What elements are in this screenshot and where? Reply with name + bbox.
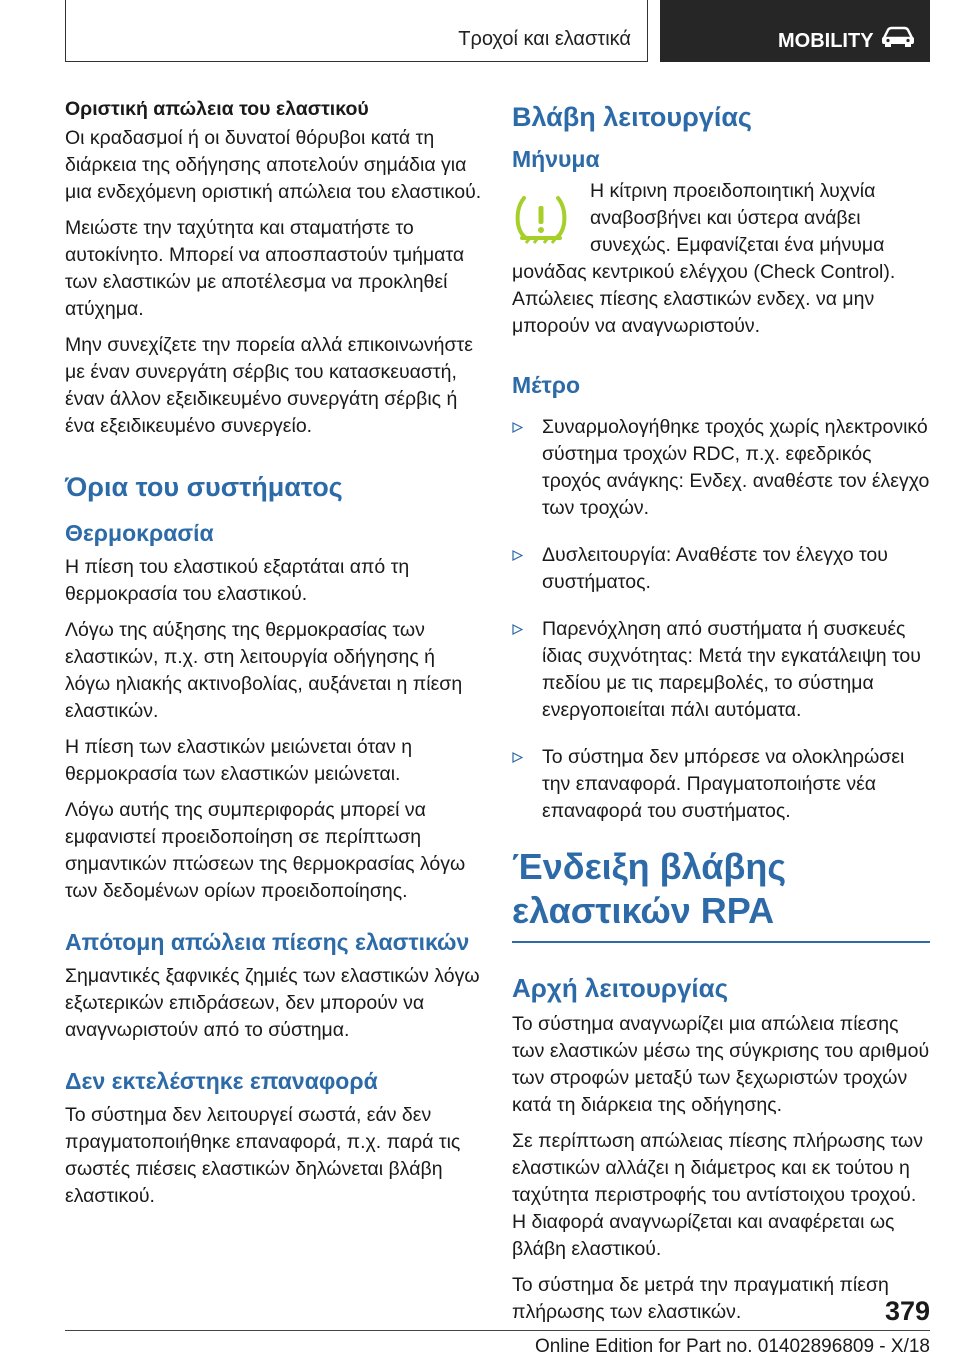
- page-number: 379: [884, 1296, 930, 1326]
- sudden-loss-paragraph: Σημαντικές ξαφνικές ζημιές των ελαστικών λόγω εξωτερικών επιδράσεων, δεν μπορούν να αναγνωριστούν από το σύστημα.: [65, 965, 480, 1041]
- rpa-heading: Ένδειξη βλάβης ελαστικών RPA: [512, 846, 787, 931]
- system-limits-heading: Όρια του συστήματος: [65, 472, 343, 502]
- principle-heading: Αρχή λειτουργίας: [512, 973, 729, 1003]
- right-column: [512, 96, 930, 1335]
- sudden-loss-heading: Απότομη απώλεια πίεσης ελαστικών: [65, 929, 470, 955]
- message-block: [512, 178, 930, 340]
- measure-heading: Μέτρο: [512, 372, 581, 398]
- final-loss-paragraph-1: Οι κραδασμοί ή οι δυνατοί θόρυβοι κατά τη διάρκεια της οδήγησης αποτελούν σημάδια για μια ενδεχόμενη οριστική απώλεια του ελαστικού.: [65, 127, 482, 203]
- triangle-bullet-icon: [512, 752, 523, 763]
- car-icon: [880, 26, 916, 48]
- temperature-heading: Θερμοκρασία: [65, 520, 214, 546]
- final-loss-paragraph-3: Μην συνεχίζετε την πορεία αλλά επικοινωνήστε με έναν συνεργάτη σέρβις του κατασκευαστή, έναν άλλον εξειδικευμένο συνεργάτη σέρβις ή ένα εξειδικευμένο συνεργείο.: [65, 334, 473, 437]
- chapter-title: Τροχοί και ελαστικά: [65, 0, 648, 62]
- section-tab: [660, 0, 930, 62]
- malfunction-heading: Βλάβη λειτουργίας: [512, 102, 752, 132]
- list-item: Το σύστημα δεν μπόρεσε να ολοκληρώσει την επαναφορά. Πραγματοποιήστε νέα επαναφορά του συστήματος.: [512, 744, 930, 825]
- message-heading: Μήνυμα: [512, 146, 600, 172]
- temperature-paragraph-3: Η πίεση των ελαστικών μειώνεται όταν η θερμοκρασία των ελαστικών μειώνεται.: [65, 736, 413, 785]
- list-item: Συναρμολογήθηκε τροχός χωρίς ηλεκτρονικό σύστημα τροχών RDC, π.χ. εφεδρικός τροχός ανάγκης: Ενδεχ. αναθέστε τον έλεγχο των τροχών.: [512, 414, 930, 522]
- triangle-bullet-icon: [512, 422, 523, 433]
- principle-paragraph-1: Το σύστημα αναγνωρίζει μια απώλεια πίεσης των ελαστικών μέσω της σύγκρισης του αριθμού των στροφών μεταξύ των ξεχωριστών τροχών κατά τη διάρκεια της οδήγησης.: [512, 1013, 930, 1116]
- measure-list: [512, 414, 930, 825]
- temperature-paragraph-2: Λόγω της αύξησης της θερμοκρασίας των ελαστικών, π.χ. στη λειτουργία οδήγησης ή λόγω ηλιακής ακτινοβολίας, αυξάνεται η πίεση ελαστικών.: [65, 619, 463, 722]
- footer-divider: [65, 1330, 930, 1331]
- page-header: [65, 0, 930, 64]
- principle-paragraph-3: Το σύστημα δε μετρά την πραγματική πίεση πλήρωσης των ελαστικών.: [512, 1274, 889, 1323]
- message-paragraph: Η κίτρινη προειδοποιητική λυχνία αναβοσβήνει και ύστερα ανάβει συνεχώς. Εμφανίζεται ένα μήνυμα μονάδας κεντρικού ελέγχου (Check Control). Απώλειες πίεσης ελαστικών ενδεχ. να μην μπορούν να αναγνωριστούν.: [512, 180, 896, 337]
- final-loss-paragraph-2: Μειώστε την ταχύτητα και σταματήστε το αυτοκίνητο. Μπορεί να αποσπαστούν τμήματα των ελαστικών με αποτέλεσμα να προκληθεί ατύχημα.: [65, 217, 465, 320]
- tire-pressure-warning-icon: [512, 194, 570, 244]
- no-reset-heading: Δεν εκτελέστηκε επαναφορά: [65, 1068, 378, 1094]
- section-title: MOBILITY: [778, 30, 874, 52]
- temperature-paragraph-1: Η πίεση του ελαστικού εξαρτάται από τη θερμοκρασία του ελαστικού.: [65, 556, 410, 605]
- principle-paragraph-2: Σε περίπτωση απώλειας πίεσης πλήρωσης των ελαστικών αλλάζει η διάμετρος και εκ τούτου η ταχύτητα περιστροφής του αντίστοιχου τροχού. Η διαφορά αναγνωρίζεται και αναφέρεται ως βλάβη ελαστικού.: [512, 1130, 923, 1260]
- heading-divider: [512, 941, 930, 943]
- list-item: Παρενόχληση από συστήματα ή συσκευές ίδιας συχνότητας: Μετά την εγκατάλειψη του πεδίου με τις παρεμβολές, το σύστημα ενεργοποιείται πάλι αυτόματα.: [512, 616, 930, 724]
- edition-note: Online Edition for Part no. 01402896809 - X/18: [534, 1336, 930, 1357]
- list-item: Δυσλειτουργία: Αναθέστε τον έλεγχο του συστήματος.: [512, 542, 930, 596]
- final-loss-title: Οριστική απώλεια του ελαστικού: [65, 98, 369, 120]
- no-reset-paragraph: Το σύστημα δεν λειτουργεί σωστά, εάν δεν πραγματοποιήθηκε επαναφορά, π.χ. παρά τις σωστές πιέσεις ελαστικών δηλώνεται βλάβη ελαστικού.: [65, 1104, 461, 1207]
- triangle-bullet-icon: [512, 550, 523, 561]
- temperature-paragraph-4: Λόγω αυτής της συμπεριφοράς μπορεί να εμφανιστεί προειδοποίηση σε περίπτωση σημαντικών πτώσεων της θερμοκρασίας λόγω των δεδομένων ορίων προειδοποίησης.: [65, 799, 466, 902]
- triangle-bullet-icon: [512, 624, 523, 635]
- left-column: [65, 96, 485, 1219]
